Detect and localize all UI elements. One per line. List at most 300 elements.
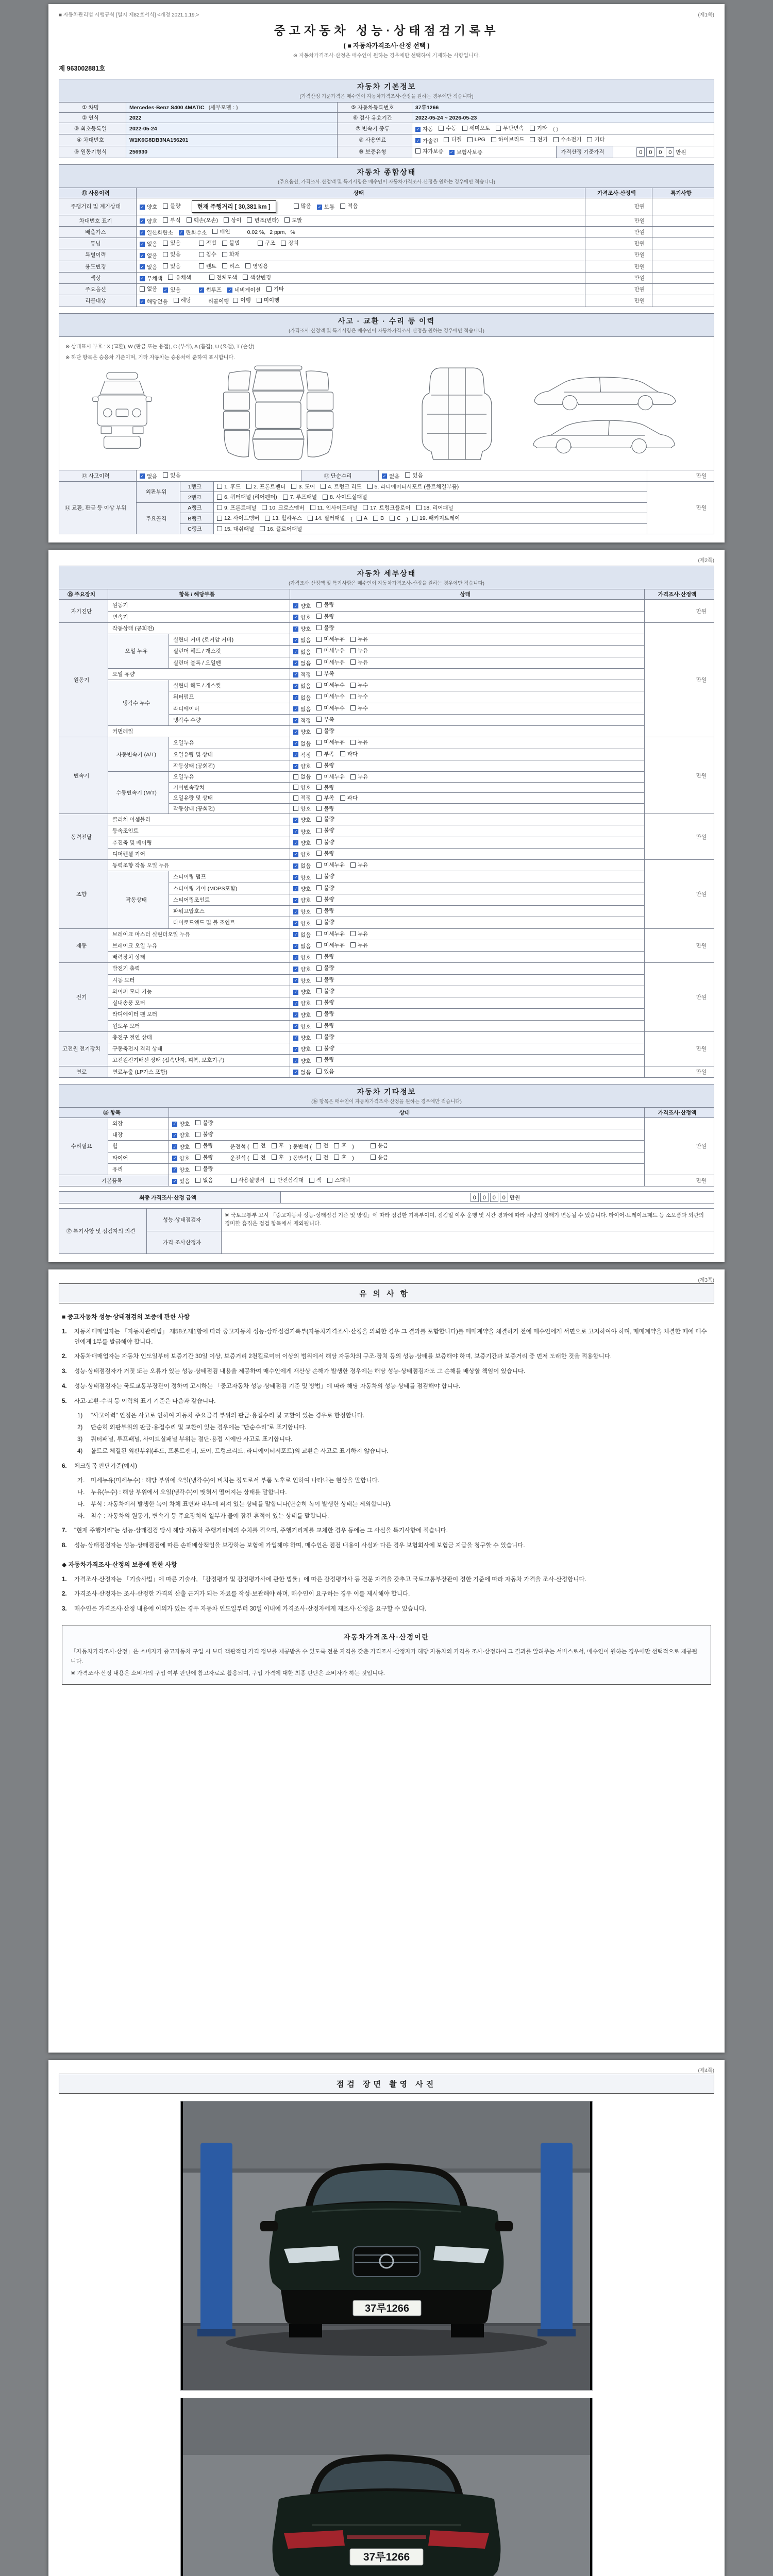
checkbox-없음[interactable] <box>140 252 157 260</box>
checkbox-양호[interactable] <box>293 920 311 927</box>
cell-text: ⑦ 변속기 종류 <box>356 126 390 132</box>
checkbox-양호[interactable] <box>293 625 311 633</box>
cell <box>108 1117 169 1129</box>
checkbox-불량[interactable] <box>316 884 334 892</box>
checkbox-양호[interactable] <box>293 908 311 916</box>
checkbox-해당[interactable] <box>174 296 191 304</box>
checkbox-없음[interactable] <box>293 1069 311 1076</box>
cell <box>169 703 290 714</box>
checkbox-누수[interactable] <box>350 681 368 689</box>
checkbox-불량[interactable] <box>316 907 334 914</box>
checkbox-양호[interactable] <box>293 1023 311 1030</box>
checkbox-10. 크로스멤버[interactable] <box>262 504 304 512</box>
checkbox-label: 상이 <box>231 217 242 224</box>
checkbox-자가보증[interactable] <box>415 147 444 155</box>
table-row <box>59 589 714 600</box>
cell-text: 가격조사·산정액 <box>658 1109 697 1116</box>
cell-text: 디퍼렌셜 기어 <box>112 851 145 857</box>
checkbox-미세누유[interactable] <box>316 930 345 938</box>
checkbox-누유[interactable] <box>350 658 368 666</box>
checkbox-C[interactable] <box>390 515 401 521</box>
cell <box>108 814 290 825</box>
checkbox-checked-icon: ✓ <box>294 764 298 769</box>
checkbox-불량[interactable] <box>316 987 334 995</box>
checkbox-불량[interactable] <box>195 1142 213 1149</box>
cell <box>222 1209 714 1231</box>
checkbox-후[interactable] <box>334 1154 346 1161</box>
checkbox-9. 프론트패널[interactable] <box>217 504 256 512</box>
checkbox-양호[interactable] <box>293 784 311 791</box>
checkbox-양호[interactable] <box>293 839 311 847</box>
cell <box>108 871 169 928</box>
cell-text: 성능·상태점검자 <box>162 1217 201 1224</box>
checkbox-부족[interactable] <box>316 716 334 723</box>
checkbox-label: 불량 <box>324 784 334 791</box>
checkbox-empty-icon <box>439 126 444 131</box>
cell <box>290 611 645 622</box>
checkbox-누유[interactable] <box>350 861 368 869</box>
checkbox-양호[interactable] <box>293 614 311 621</box>
notice-box-text: 「자동차가격조사·산정」은 소비자가 중고자동차 구입 시 보다 객관적인 가격 정보를 제공받을 수 있도록 전문 자격을 갖춘 가격조사·산정자가 해당 자동차의 가격을 조사·산정하여 그 결과를 알려주는 서비스로서, 매수인이 원하는 경우에만 선택적으로 제공됩니다. <box>71 1649 698 1665</box>
checkbox-불량[interactable] <box>163 202 180 210</box>
checkbox-전체도색[interactable] <box>209 274 238 281</box>
checkbox-없음[interactable] <box>293 931 311 939</box>
table-row <box>59 1231 714 1254</box>
checkbox-매연[interactable] <box>212 228 230 235</box>
page-1 <box>48 4 725 543</box>
checkbox-응급[interactable] <box>371 1154 388 1161</box>
checkbox-B[interactable] <box>373 515 384 521</box>
checkbox-전[interactable] <box>253 1154 265 1161</box>
checkbox-18. 리어패널[interactable] <box>416 504 453 512</box>
checkbox-11. 인사이드패널[interactable] <box>310 504 358 512</box>
checkbox-양호[interactable] <box>293 874 311 882</box>
checkbox-영업용[interactable] <box>245 262 268 270</box>
checkbox-14. 필러패널[interactable] <box>308 514 345 522</box>
checkbox-응급[interactable] <box>371 1142 388 1149</box>
checkbox-empty-icon <box>246 484 251 489</box>
cell <box>169 1117 645 1129</box>
checkbox-적음[interactable] <box>340 202 358 210</box>
checkbox-양호[interactable] <box>293 896 311 904</box>
checkbox-보통[interactable] <box>317 203 334 211</box>
checkbox-4. 트렁크 리드[interactable] <box>321 483 361 490</box>
notice-item-text: 성능·상태점검자는 성능·상태점검에 따른 손해배상책임을 보장하는 보험에 가입해야 하며, 매수인은 점검 내용이 사실과 다른 경우 보험회사에 보험금 지급을 청구할 수 있습니다. <box>74 1543 525 1549</box>
checkbox-적정[interactable] <box>293 794 311 802</box>
cell <box>290 917 645 928</box>
checkbox-양호[interactable] <box>293 828 311 836</box>
checkbox-checked-icon: ✓ <box>294 978 298 983</box>
cell <box>180 513 214 524</box>
cell <box>290 657 645 668</box>
checkbox-7. 루프패널[interactable] <box>283 493 317 501</box>
checkbox-양호[interactable] <box>293 954 311 961</box>
checkbox-양호[interactable] <box>140 217 157 225</box>
checkbox-6. 쿼터패널 (리어펜더)[interactable] <box>217 493 277 501</box>
checkbox-label: 매연 <box>220 228 230 235</box>
checkbox-불량[interactable] <box>316 784 334 791</box>
checkbox-19. 패키지트레이[interactable] <box>412 514 460 522</box>
checkbox-양호[interactable] <box>293 805 311 812</box>
checkbox-label: 불량 <box>324 1033 334 1040</box>
checkbox-있음[interactable] <box>163 239 180 247</box>
checkbox-렌트[interactable] <box>199 262 216 270</box>
checkbox-있음[interactable] <box>163 286 180 294</box>
cell-text: 특기사항 <box>670 190 692 196</box>
checkbox-불량[interactable] <box>316 1044 334 1052</box>
checkbox-양호[interactable] <box>293 851 311 858</box>
checkbox-empty-icon <box>340 204 345 209</box>
checkbox-많음[interactable] <box>294 202 311 210</box>
checkbox-후[interactable] <box>272 1154 284 1161</box>
cell <box>290 837 645 848</box>
checkbox-5. 라디에이터서포트 (볼트체결부품)[interactable] <box>367 483 459 490</box>
checkbox-침수[interactable] <box>199 250 216 258</box>
checkbox-일산화탄소[interactable] <box>140 229 173 236</box>
checkbox-적법[interactable] <box>199 239 216 247</box>
checkbox-장치[interactable] <box>281 239 298 247</box>
checkbox-구조[interactable] <box>258 239 275 247</box>
checkbox-불량[interactable] <box>195 1154 213 1161</box>
checkbox-양호[interactable] <box>293 965 311 973</box>
checkbox-없음[interactable] <box>140 240 157 248</box>
form-table <box>59 102 714 158</box>
checkbox-불량[interactable] <box>316 613 334 620</box>
checkbox-적정[interactable] <box>293 751 311 759</box>
checkbox-불량[interactable] <box>316 815 334 823</box>
checkbox-기타[interactable] <box>587 135 604 143</box>
checkbox-양호[interactable] <box>293 762 311 770</box>
checkbox-기타[interactable] <box>530 124 547 132</box>
checkbox-불량[interactable] <box>316 1033 334 1041</box>
cell <box>645 737 714 814</box>
checkbox-label: 3. 도어 <box>298 483 315 490</box>
checkbox-유채색[interactable] <box>168 274 191 281</box>
checkbox-없음[interactable] <box>293 694 311 702</box>
checkbox-empty-icon <box>416 505 422 510</box>
checkbox-불량[interactable] <box>316 872 334 880</box>
checkbox-없음[interactable] <box>293 705 311 713</box>
checkbox-label: A <box>363 515 367 521</box>
checkbox-미세누수[interactable] <box>316 692 345 700</box>
checkbox-누유[interactable] <box>350 738 368 746</box>
checkbox-자동[interactable] <box>415 125 433 133</box>
checkbox-불량[interactable] <box>316 953 334 960</box>
checkbox-수소전기[interactable] <box>553 135 582 143</box>
checkbox-양호[interactable] <box>293 816 311 824</box>
checkbox-미세누수[interactable] <box>316 681 345 689</box>
checkbox-양호[interactable] <box>172 1120 190 1128</box>
checkbox-세미오토[interactable] <box>462 124 491 132</box>
cell-text: 변속기 <box>112 614 128 620</box>
checkbox-색상변경[interactable] <box>243 274 271 281</box>
checkbox-전기[interactable] <box>530 135 547 143</box>
checkbox-label: 양호 <box>300 729 311 736</box>
checkbox-label: 전 <box>323 1154 329 1161</box>
checkbox-12. 사이드멤버[interactable] <box>217 514 259 522</box>
checkbox-누유[interactable] <box>350 941 368 949</box>
cell-text: 37루1266 <box>415 105 439 111</box>
cell <box>137 470 301 481</box>
checkbox-부식[interactable] <box>163 216 180 224</box>
cell-text: 만원 <box>634 275 645 281</box>
checkbox-label: B <box>380 515 384 521</box>
checkbox-2. 프론트펜더[interactable] <box>246 483 285 490</box>
cell-text: 브레이크 마스터 실린더오일 누유 <box>112 931 190 938</box>
checkbox-있음[interactable] <box>316 1067 334 1075</box>
checkbox-불량[interactable] <box>316 624 334 632</box>
checkbox-누수[interactable] <box>350 704 368 712</box>
checkbox-누유[interactable] <box>350 930 368 938</box>
checkbox-후[interactable] <box>272 1142 284 1149</box>
checkbox-미세누유[interactable] <box>316 773 345 781</box>
checkbox-후[interactable] <box>334 1142 346 1149</box>
checkbox-empty-icon <box>163 217 168 223</box>
checkbox-이행[interactable] <box>233 296 250 304</box>
checkbox-양호[interactable] <box>293 988 311 996</box>
notice-subitem-text: 볼트로 체결된 외판부위(후드, 프론트펜더, 도어, 트렁크리드, 라디에이터서포트)의 교환은 사고로 표기하지 않습니다. <box>91 1448 389 1454</box>
cell-text: 시동 모터 <box>112 977 135 984</box>
checkbox-안전삼각대[interactable] <box>270 1176 304 1184</box>
checkbox-label: 2. 프론트펜더 <box>253 483 286 490</box>
checkbox-변조(변타)[interactable] <box>247 216 279 224</box>
checkbox-누유[interactable] <box>350 647 368 654</box>
checkbox-불량[interactable] <box>316 850 334 857</box>
checkbox-불량[interactable] <box>316 918 334 926</box>
checkbox-수동[interactable] <box>439 124 456 132</box>
checkbox-양호[interactable] <box>140 203 157 211</box>
checkbox-부족[interactable] <box>316 750 334 758</box>
checkbox-empty-icon <box>187 217 192 223</box>
checkbox-checked-icon: ✓ <box>294 955 298 960</box>
checkbox-없음[interactable] <box>293 942 311 950</box>
checkbox-네비게이션[interactable] <box>227 286 261 294</box>
checkbox-해당없음[interactable] <box>140 298 168 306</box>
cell-text: ⑰ 특기사항 및 점검자의 의견 <box>66 1228 136 1235</box>
checkbox-없음[interactable] <box>293 648 311 656</box>
checkbox-양호[interactable] <box>172 1155 190 1162</box>
checkbox-label: 전체도색 <box>216 274 238 281</box>
cell-text: 만원 <box>696 505 707 511</box>
checkbox-label: 누유 <box>357 774 368 780</box>
checkbox-label: 양호 <box>300 874 311 881</box>
cell-text: ) 동반석 ( <box>289 1155 312 1161</box>
checkbox-누유[interactable] <box>350 773 368 781</box>
checkbox-label: 수소전기 <box>560 137 582 143</box>
checkbox-있음[interactable] <box>163 262 180 270</box>
checkbox-탄화수소[interactable] <box>179 229 207 236</box>
checkbox-미세누유[interactable] <box>316 635 345 643</box>
checkbox-15. 대쉬패널[interactable] <box>217 525 254 533</box>
checkbox-전[interactable] <box>316 1142 328 1149</box>
checkbox-17. 트렁크플로어[interactable] <box>363 504 410 512</box>
checkbox-미이행[interactable] <box>257 296 279 304</box>
checkbox-불량[interactable] <box>316 727 334 735</box>
checkbox-미세누유[interactable] <box>316 941 345 949</box>
checkbox-LPG[interactable] <box>467 137 485 143</box>
checkbox-불량[interactable] <box>316 976 334 984</box>
checkbox-하이브리드[interactable] <box>491 135 525 143</box>
cell <box>290 646 645 657</box>
checkbox-양호[interactable] <box>293 999 311 1007</box>
checkbox-양호[interactable] <box>172 1166 190 1174</box>
checkbox-부족[interactable] <box>316 670 334 677</box>
checkbox-13. 휠하우스[interactable] <box>265 514 302 522</box>
checkbox-화재[interactable] <box>222 250 240 258</box>
checkbox-있음[interactable] <box>405 471 423 479</box>
checkbox-불량[interactable] <box>316 601 334 608</box>
checkbox-상이[interactable] <box>224 216 241 224</box>
checkbox-없음[interactable] <box>195 1176 213 1184</box>
cell-text: 가격조사·산정액 <box>597 190 636 196</box>
checkbox-양호[interactable] <box>293 885 311 893</box>
checkbox-없음[interactable] <box>293 773 311 781</box>
checkbox-도말[interactable] <box>284 216 302 224</box>
checkbox-디젤[interactable] <box>444 135 461 143</box>
cell <box>108 963 290 974</box>
checkbox-기타[interactable] <box>266 285 284 293</box>
checkbox-불량[interactable] <box>316 895 334 903</box>
checkbox-불량[interactable] <box>316 805 334 812</box>
checkbox-label: 6. 쿼터패널 (리어펜더) <box>224 494 277 501</box>
cell <box>126 134 338 146</box>
checkbox-양호[interactable] <box>172 1131 190 1139</box>
checkbox-양호[interactable] <box>293 728 311 736</box>
checkbox-있음[interactable] <box>172 1177 190 1185</box>
checkbox-empty-icon <box>316 851 322 856</box>
checkbox-훼손(오손)[interactable] <box>187 216 219 224</box>
checkbox-checked-icon: ✓ <box>294 626 298 632</box>
cell-text: 연료누출 (LP가스 포함) <box>112 1069 167 1075</box>
checkbox-전[interactable] <box>316 1154 328 1161</box>
cell-text: ( ) <box>553 126 558 132</box>
cell <box>108 1163 169 1175</box>
cell <box>108 1141 169 1152</box>
checkbox-불량[interactable] <box>316 1010 334 1018</box>
cell-text: 수리필요 <box>71 1143 92 1150</box>
checkbox-없음[interactable] <box>293 659 311 667</box>
checkbox-없음[interactable] <box>293 636 311 644</box>
checkbox-과다[interactable] <box>340 794 358 802</box>
checkbox-누수[interactable] <box>350 692 368 700</box>
checkbox-checked-icon: ✓ <box>140 252 144 258</box>
checkbox-불법[interactable] <box>222 239 240 247</box>
checkbox-양호[interactable] <box>293 977 311 985</box>
checkbox-미세누유[interactable] <box>316 738 345 746</box>
cell <box>222 1231 714 1254</box>
checkbox-없음[interactable] <box>140 263 157 271</box>
checkbox-무단변속[interactable] <box>496 124 524 132</box>
checkbox-무채색[interactable] <box>140 275 162 282</box>
checkbox-8. 사이드실패널[interactable] <box>323 493 367 501</box>
checkbox-불량[interactable] <box>316 1022 334 1029</box>
checkbox-empty-icon <box>199 252 204 257</box>
checkbox-없음[interactable] <box>140 285 157 293</box>
checkbox-잭[interactable] <box>309 1176 322 1184</box>
cell <box>290 737 645 749</box>
checkbox-미세누유[interactable] <box>316 647 345 654</box>
cell <box>290 600 645 611</box>
checkbox-불량[interactable] <box>316 964 334 972</box>
checkbox-불량[interactable] <box>316 838 334 846</box>
checkbox-없음[interactable] <box>293 862 311 870</box>
checkbox-불량[interactable] <box>316 1056 334 1063</box>
checkbox-양호[interactable] <box>293 1034 311 1042</box>
notice-item-text: "현재 주행거리"는 성능·상태점검 당시 해당 자동차 주행거리계의 수치를 적으며, 주행거리계를 교체한 경우 등에는 그 사실을 특기사항에 적습니다. <box>74 1528 448 1534</box>
checkbox-불량[interactable] <box>195 1119 213 1127</box>
checkbox-썬루프[interactable] <box>199 286 222 294</box>
checkbox-없음[interactable] <box>382 472 399 480</box>
checkbox-양호[interactable] <box>293 1045 311 1053</box>
cell-text: 만원 <box>634 298 645 304</box>
checkbox-checked-icon: ✓ <box>294 1024 298 1029</box>
checkbox-label: 양호 <box>300 955 311 961</box>
checkbox-과다[interactable] <box>340 750 358 758</box>
checkbox-checked-icon: ✓ <box>294 1046 298 1052</box>
checkbox-불량[interactable] <box>316 826 334 834</box>
checkbox-양호[interactable] <box>293 602 311 610</box>
checkbox-16. 플로어패널[interactable] <box>260 525 302 533</box>
cell <box>59 1209 147 1254</box>
cell-text: 상태 <box>399 1109 410 1116</box>
checkbox-적정[interactable] <box>293 717 311 724</box>
cell <box>59 481 137 534</box>
checkbox-3. 도어[interactable] <box>291 483 315 490</box>
table-row <box>59 215 714 226</box>
cell-text: 만원 <box>696 677 707 683</box>
checkbox-미세누유[interactable] <box>316 658 345 666</box>
cell <box>613 146 714 158</box>
cell-text: 외장 <box>112 1120 123 1127</box>
cell <box>169 1152 645 1163</box>
checkbox-보험사보증[interactable] <box>449 148 483 156</box>
checkbox-미세누유[interactable] <box>316 861 345 869</box>
checkbox-미세누수[interactable] <box>316 704 345 712</box>
form-table <box>59 589 714 1078</box>
checkbox-양호[interactable] <box>293 1011 311 1019</box>
checkbox-없음[interactable] <box>293 740 311 748</box>
cell <box>108 1152 169 1163</box>
checkbox-누유[interactable] <box>350 635 368 643</box>
checkbox-1. 후드[interactable] <box>217 483 241 490</box>
checkbox-A[interactable] <box>357 515 367 521</box>
checkbox-전[interactable] <box>253 1142 265 1149</box>
checkbox-부족[interactable] <box>316 794 334 802</box>
checkbox-양호[interactable] <box>172 1143 190 1151</box>
checkbox-적정[interactable] <box>293 671 311 679</box>
checkbox-empty-icon <box>209 275 214 280</box>
cell <box>290 825 645 837</box>
car-diagram-front-view <box>92 368 153 460</box>
checkbox-가솔린[interactable] <box>415 137 438 145</box>
checkbox-사용설명서[interactable] <box>231 1176 265 1184</box>
form-table <box>59 481 714 535</box>
checkbox-불량[interactable] <box>195 1130 213 1138</box>
checkbox-불량[interactable] <box>195 1165 213 1173</box>
checkbox-스패너[interactable] <box>327 1176 350 1184</box>
checkbox-없음[interactable] <box>140 472 157 480</box>
checkbox-없음[interactable] <box>293 682 311 690</box>
checkbox-리스[interactable] <box>222 262 240 270</box>
checkbox-empty-icon <box>199 241 204 246</box>
checkbox-있음[interactable] <box>163 250 180 258</box>
checkbox-불량[interactable] <box>316 998 334 1006</box>
checkbox-양호[interactable] <box>293 1057 311 1065</box>
checkbox-있음[interactable] <box>163 471 180 479</box>
cell <box>108 1043 290 1055</box>
checkbox-불량[interactable] <box>316 761 334 769</box>
checkbox-checked-icon: ✓ <box>140 204 144 210</box>
